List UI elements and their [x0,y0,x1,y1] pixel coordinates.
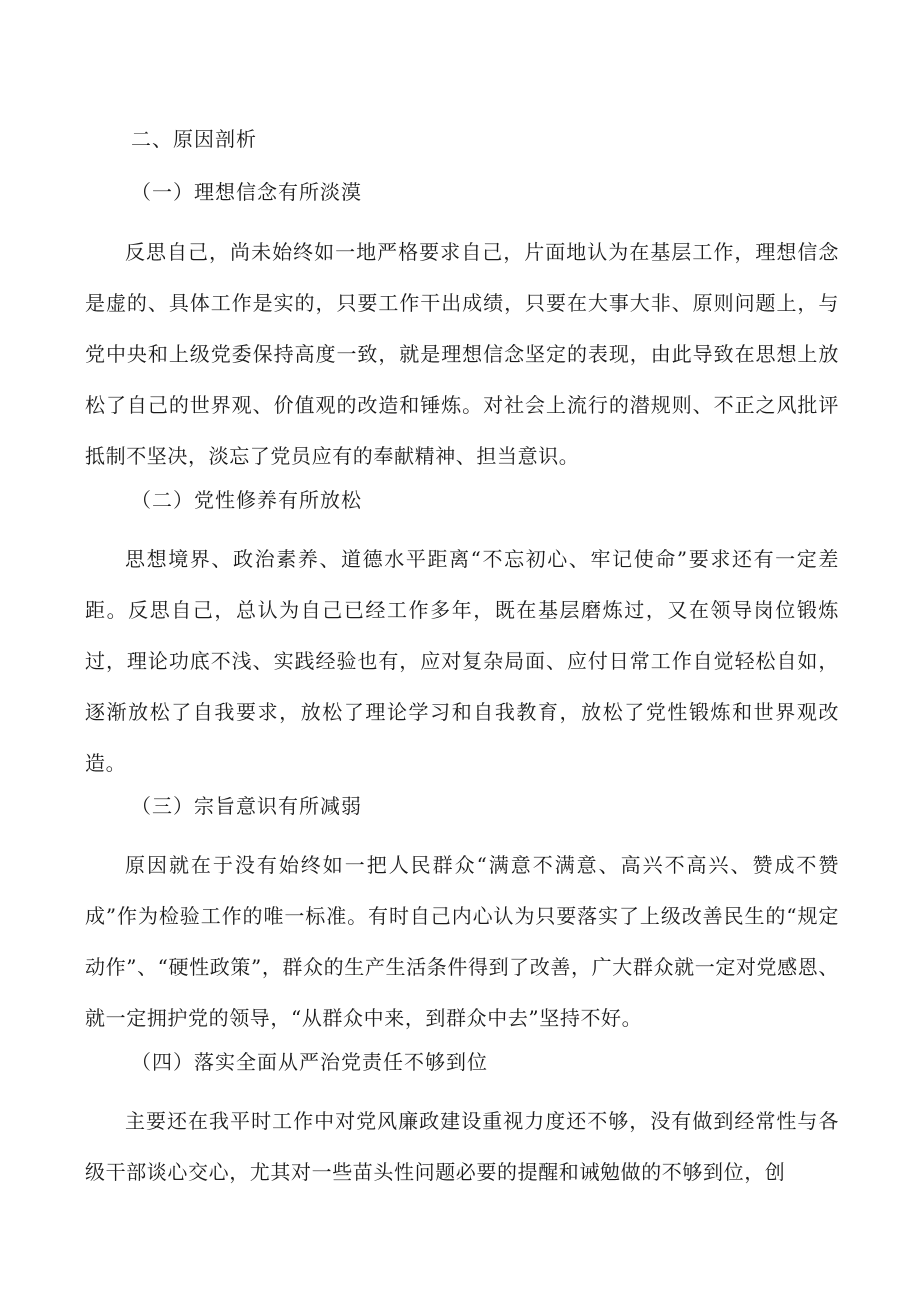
section-title: 二、原因剖析 [131,127,257,151]
subsection-heading-2: （二）党性修养有所放松 [131,488,362,512]
subsection-paragraph-4: 主要还在我平时工作中对党风廉政建设重视力度还不够，没有做到经常性与各级干部谈心交心，尤其对一些苗头性问题必要的提醒和诫勉做的不够到位，创 [85,1109,839,1185]
subsection-heading-3: （三）宗旨意识有所减弱 [131,794,362,818]
subsection-paragraph-2: 思想境界、政治素养、道德水平距离“不忘初心、牢记使命”要求还有一定差距。反思自己，总认为自己已经工作多年，既在基层磨炼过，又在领导岗位锻炼过，理论功底不浅、实践经验也有，应对复杂局面、应付日常工作自觉轻松自如，逐渐放松了自我要求，放松了理论学习和自我教育，放松了党性锻炼和世界观改造。 [85,547,839,776]
subsection-paragraph-1: 反思自己，尚未始终如一地严格要求自己，片面地认为在基层工作，理想信念是虚的、具体工作是实的，只要工作干出成绩，只要在大事大非、原则问题上，与党中央和上级党委保持高度一致，就是理想信念坚定的表现，由此导致在思想上放松了自己的世界观、价值观的改造和锤炼。对社会上流行的潜规则、不正之风批评抵制不坚决，淡忘了党员应有的奉献精神、担当意识。 [85,240,839,469]
subsection-paragraph-3: 原因就在于没有始终如一把人民群众“满意不满意、高兴不高兴、赞成不赞成”作为检验工作的唯一标准。有时自己内心认为只要落实了上级改善民生的“规定动作”、“硬性政策”，群众的生产生活条件得到了改善，广大群众就一定对党感恩、就一定拥护党的领导，“从群众中来，到群众中去”坚持不好。 [85,853,839,1031]
subsection-heading-1: （一）理想信念有所淡漠 [131,180,362,204]
subsection-heading-4: （四）落实全面从严治党责任不够到位 [131,1050,488,1074]
